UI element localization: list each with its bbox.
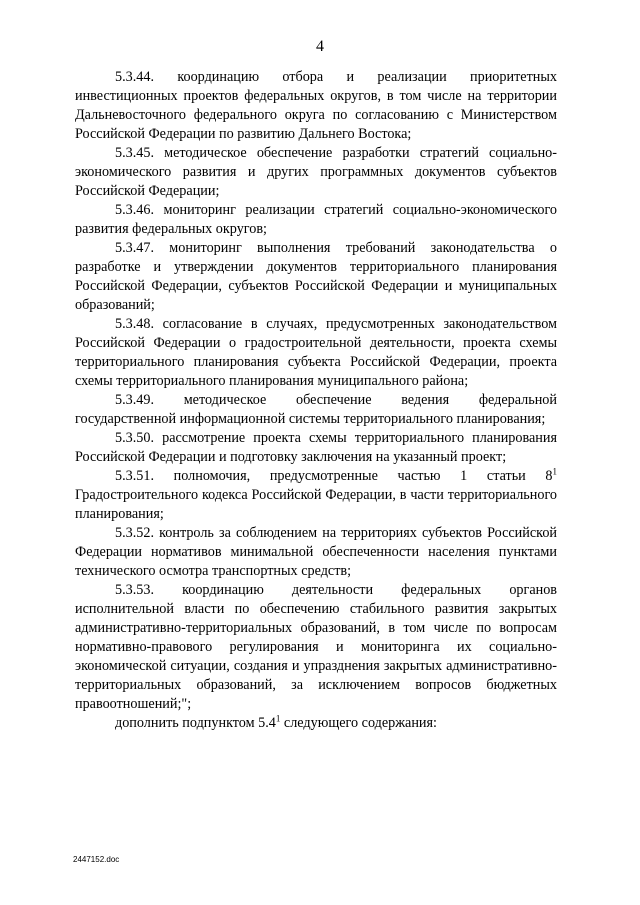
item-text-continued: Градостроительного кодекса Российской Федерации, в части территориального планирования; bbox=[75, 487, 557, 522]
item-text: координацию деятельности федеральных органов исполнительной власти по обеспечению стабильного развития закрытых административно-территориальных образований, в том числе по вопросам нормативно-правового регулирования и мониторинга их социально-экономической ситуации, создания и упразднения закрытых административно-территориальных образований, за исключением вопросов бюджетных правоотношений;"; bbox=[75, 582, 558, 712]
paragraph-5-3-51 bbox=[75, 467, 557, 524]
item-number: 5.3.51. bbox=[115, 468, 155, 484]
document-body bbox=[75, 68, 557, 733]
item-text: контроль за соблюдением на территориях субъектов Российской Федерации нормативов минимальной обеспеченности населения пунктами технического осмотра транспортных средств; bbox=[75, 525, 558, 579]
superscript: 1 bbox=[552, 466, 558, 477]
item-number: 5.3.50. bbox=[115, 430, 155, 446]
item-text: методическое обеспечение ведения федеральной государственной информационной системы территориального планирования; bbox=[75, 392, 557, 427]
item-text: методическое обеспечение разработки стратегий социально-экономического развития и других программных документов субъектов Российской Федерации; bbox=[75, 145, 558, 199]
paragraph-5-3-53 bbox=[75, 581, 557, 714]
superscript: 1 bbox=[275, 713, 281, 724]
page-number: 4 bbox=[316, 38, 324, 55]
file-name-footer: 2447152.doc bbox=[73, 855, 120, 864]
item-text: мониторинг реализации стратегий социально-экономического развития федеральных округов; bbox=[75, 202, 558, 237]
item-number: 5.3.44. bbox=[115, 69, 155, 85]
item-text: мониторинг выполнения требований законодательства о разработке и утверждении документов территориального планирования Российской Федерации, субъектов Российской Федерации и муниципальных образований; bbox=[75, 240, 557, 313]
item-number: 5.3.48. bbox=[115, 316, 155, 332]
closing-paragraph bbox=[75, 714, 557, 733]
paragraph-5-3-47 bbox=[75, 239, 557, 315]
item-number: 5.3.52. bbox=[115, 525, 155, 541]
item-number: 5.3.46. bbox=[115, 202, 155, 218]
paragraph-5-3-48 bbox=[75, 315, 557, 391]
paragraph-5-3-52 bbox=[75, 524, 557, 581]
item-text: рассмотрение проекта схемы территориального планирования Российской Федерации и подготовку заключения на указанный проект; bbox=[75, 430, 557, 465]
item-number: 5.3.45. bbox=[115, 145, 155, 161]
paragraph-5-3-50 bbox=[75, 429, 557, 467]
item-number: 5.3.47. bbox=[115, 240, 155, 256]
item-number: 5.3.53. bbox=[115, 582, 155, 598]
paragraph-5-3-44 bbox=[75, 68, 557, 144]
item-text: согласование в случаях, предусмотренных законодательством Российской Федерации о градостроительной деятельности, проекта схемы территориального планирования субъекта Российской Федерации, проекта схемы территориального планирования муниципального района; bbox=[75, 316, 557, 389]
paragraph-5-3-46 bbox=[75, 201, 557, 239]
item-text: полномочия, предусмотренные частью 1 статьи 8 bbox=[173, 468, 553, 484]
paragraph-5-3-49 bbox=[75, 391, 557, 429]
item-number: 5.3.49. bbox=[115, 392, 155, 408]
closing-text-continued: следующего содержания: bbox=[280, 715, 437, 731]
paragraph-5-3-45 bbox=[75, 144, 557, 201]
item-text: координацию отбора и реализации приоритетных инвестиционных проектов федеральных округов, в том числе на территории Дальневосточного федерального округа по согласованию с Министерством Российской Федерации по развитию Дальнего Востока; bbox=[75, 69, 558, 142]
closing-text: дополнить подпунктом 5.4 bbox=[115, 715, 276, 731]
